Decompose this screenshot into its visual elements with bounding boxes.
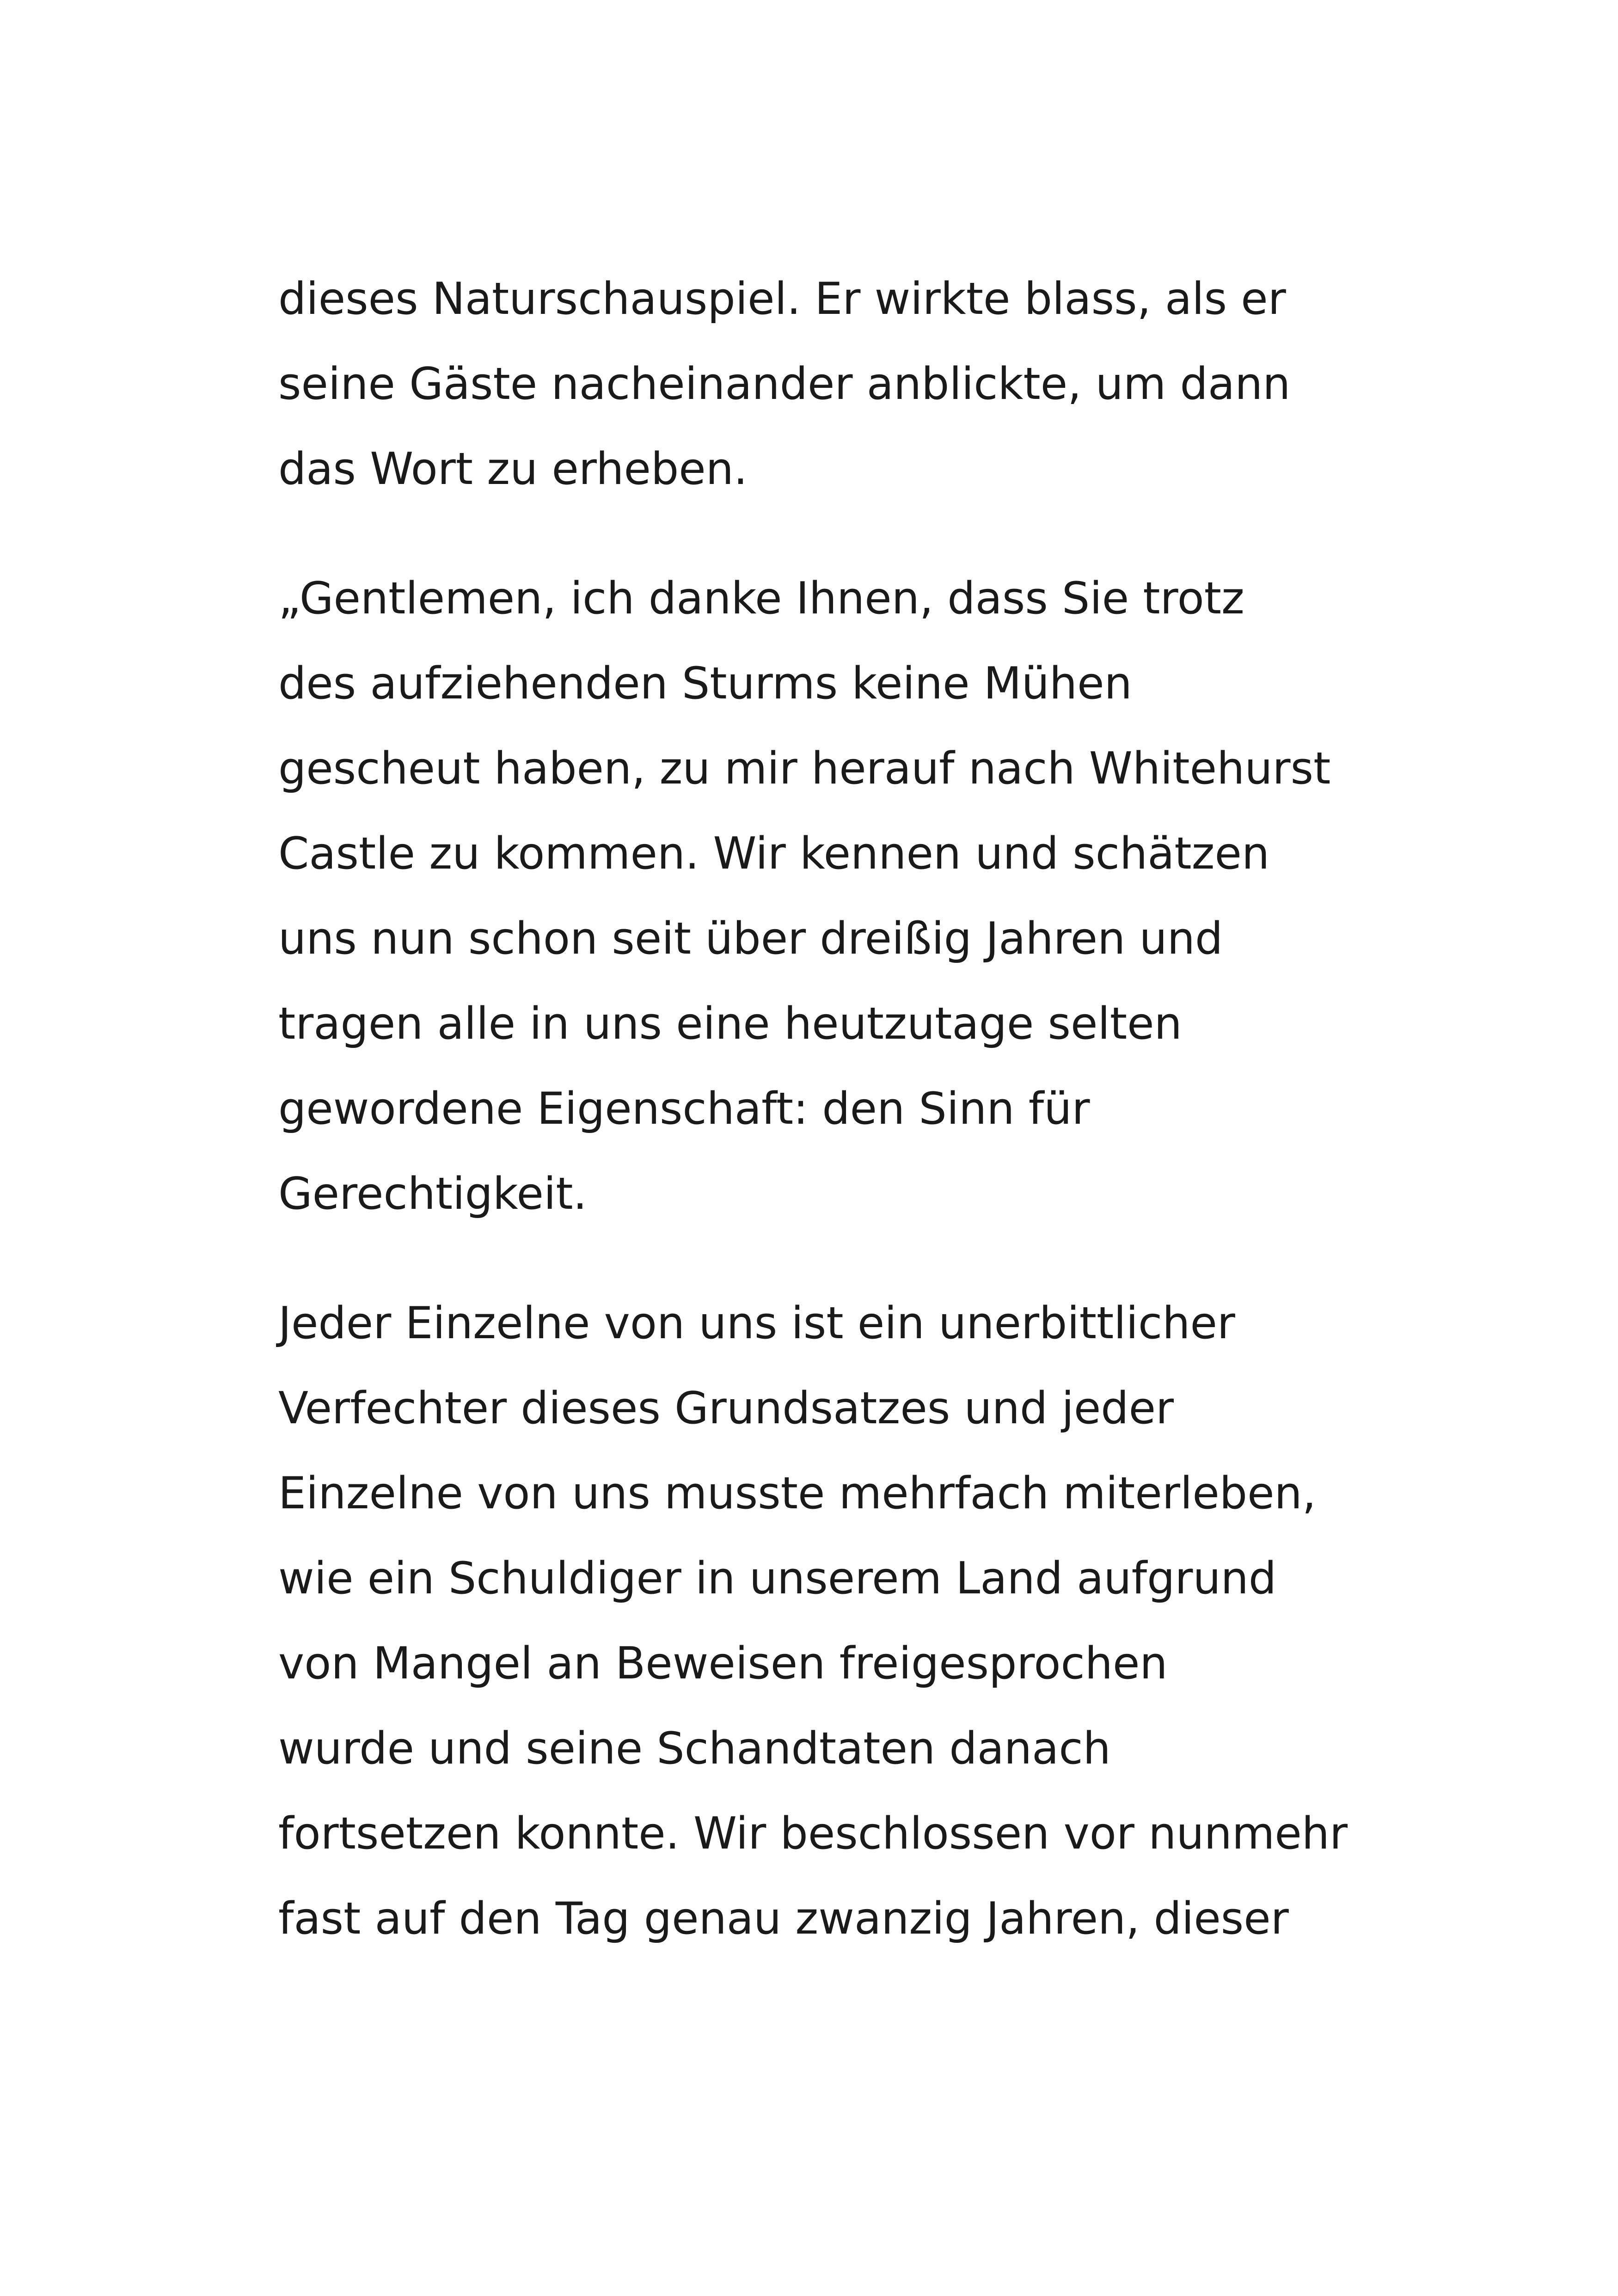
text-line: das Wort zu erheben. — [278, 444, 748, 495]
text-line: von Mangel an Beweisen freigesprochen — [278, 1638, 1168, 1689]
text-line: gewordene Eigenschaft: den Sinn für — [278, 1084, 1090, 1134]
paragraph-3 — [278, 1281, 1388, 1961]
text-line: Castle zu kommen. Wir kennen und schätzen — [278, 828, 1270, 879]
text-line: wie ein Schuldiger in unserem Land aufgrund — [278, 1553, 1277, 1604]
text-line: Verfechter dieses Grundsatzes und jeder — [278, 1383, 1174, 1434]
text-line: des aufziehenden Sturms keine Mühen — [278, 658, 1132, 709]
text-line: wurde und seine Schandtaten danach — [278, 1723, 1111, 1774]
text-line: uns nun schon seit über dreißig Jahren und — [278, 913, 1223, 964]
text-line: Gerechtigkeit. — [278, 1169, 587, 1219]
text-line: fast auf den Tag genau zwanzig Jahren, dieser — [278, 1893, 1289, 1944]
paragraph-1 — [278, 257, 1388, 512]
text-line: gescheut haben, zu mir herauf nach Whitehurst — [278, 743, 1331, 794]
text-line: fortsetzen konnte. Wir beschlossen vor nunmehr — [278, 1808, 1348, 1859]
body-text — [278, 257, 1388, 1961]
text-line: „Gentlemen, ich danke Ihnen, dass Sie trotz — [278, 573, 1244, 624]
text-line: dieses Naturschauspiel. Er wirkte blass, als er — [278, 274, 1286, 325]
text-line: seine Gäste nacheinander anblickte, um dann — [278, 359, 1291, 410]
text-line: Jeder Einzelne von uns ist ein unerbittlicher — [278, 1298, 1235, 1349]
paragraph-2 — [278, 556, 1388, 1237]
text-line: tragen alle in uns eine heutzutage selten — [278, 998, 1182, 1049]
text-line: Einzelne von uns musste mehrfach miterleben, — [278, 1468, 1316, 1519]
